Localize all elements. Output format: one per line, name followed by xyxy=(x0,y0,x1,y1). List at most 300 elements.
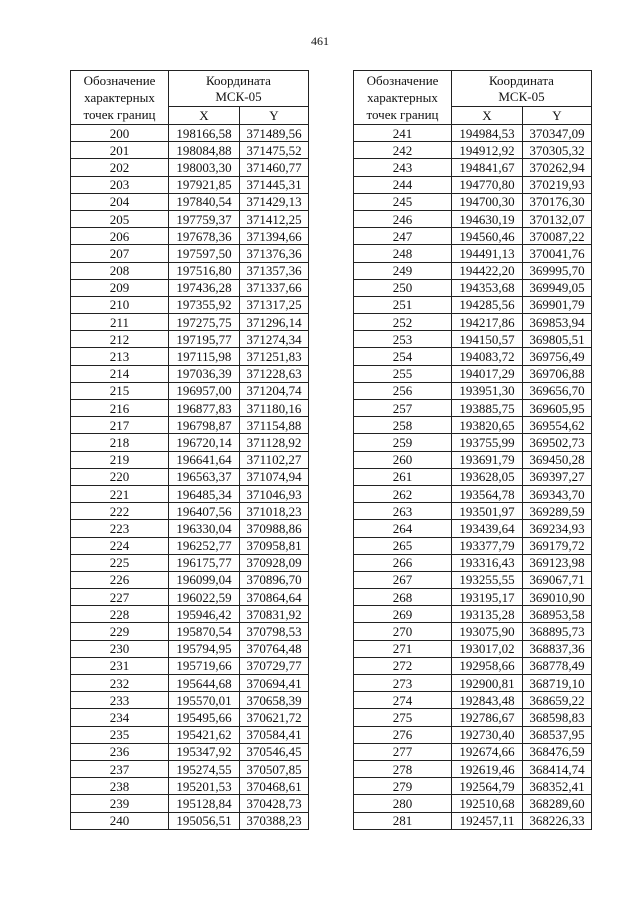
y-coordinate-cell: 370176,30 xyxy=(523,193,592,210)
y-coordinate-cell: 371128,92 xyxy=(240,434,309,451)
right-table-body xyxy=(354,125,592,830)
x-coordinate-cell: 196099,04 xyxy=(169,571,240,588)
x-coordinate-cell: 196407,56 xyxy=(169,503,240,520)
table-row xyxy=(71,692,309,709)
y-coordinate-cell: 370958,81 xyxy=(240,537,309,554)
table-row xyxy=(71,176,309,193)
y-coordinate-cell: 371357,36 xyxy=(240,262,309,279)
point-number-cell: 267 xyxy=(354,571,452,588)
x-coordinate-cell: 195644,68 xyxy=(169,675,240,692)
table-row xyxy=(354,571,592,588)
x-coordinate-cell: 193316,43 xyxy=(452,554,523,571)
table-row xyxy=(354,760,592,777)
y-coordinate-cell: 371317,25 xyxy=(240,296,309,313)
y-coordinate-cell: 368953,58 xyxy=(523,606,592,623)
y-coordinate-cell: 369010,90 xyxy=(523,589,592,606)
y-coordinate-cell: 369067,71 xyxy=(523,571,592,588)
y-coordinate-cell: 369450,28 xyxy=(523,451,592,468)
table-row xyxy=(71,537,309,554)
table-row xyxy=(71,675,309,692)
y-coordinate-cell: 370584,41 xyxy=(240,726,309,743)
x-coordinate-cell: 196563,37 xyxy=(169,468,240,485)
y-coordinate-cell: 371489,56 xyxy=(240,125,309,142)
table-row xyxy=(71,210,309,227)
point-number-cell: 272 xyxy=(354,657,452,674)
table-row xyxy=(354,382,592,399)
y-coordinate-cell: 371154,88 xyxy=(240,417,309,434)
x-coordinate-cell: 194491,13 xyxy=(452,245,523,262)
x-coordinate-cell: 197036,39 xyxy=(169,365,240,382)
y-coordinate-cell: 371018,23 xyxy=(240,503,309,520)
y-coordinate-cell: 368837,36 xyxy=(523,640,592,657)
x-coordinate-cell: 194353,68 xyxy=(452,279,523,296)
point-name-header xyxy=(354,71,452,125)
table-row xyxy=(71,743,309,760)
table-row xyxy=(71,193,309,210)
y-coordinate-cell: 371475,52 xyxy=(240,142,309,159)
x-coordinate-cell: 193501,97 xyxy=(452,503,523,520)
y-coordinate-cell: 369756,49 xyxy=(523,348,592,365)
x-coordinate-cell: 195870,54 xyxy=(169,623,240,640)
y-coordinate-cell: 370621,72 xyxy=(240,709,309,726)
point-number-cell: 234 xyxy=(71,709,169,726)
table-row xyxy=(71,382,309,399)
table-row xyxy=(71,348,309,365)
y-coordinate-cell: 369805,51 xyxy=(523,331,592,348)
coordinate-header xyxy=(452,71,592,107)
x-coordinate-cell: 194560,46 xyxy=(452,228,523,245)
point-number-cell: 279 xyxy=(354,778,452,795)
point-number-cell: 236 xyxy=(71,743,169,760)
point-number-cell: 215 xyxy=(71,382,169,399)
coordinate-header-line2: МСК-05 xyxy=(215,88,262,104)
y-coordinate-cell: 370305,32 xyxy=(523,142,592,159)
point-number-cell: 261 xyxy=(354,468,452,485)
point-number-cell: 271 xyxy=(354,640,452,657)
x-coordinate-cell: 197921,85 xyxy=(169,176,240,193)
table-row xyxy=(354,726,592,743)
y-coordinate-cell: 370764,48 xyxy=(240,640,309,657)
table-row xyxy=(354,314,592,331)
table-row xyxy=(71,778,309,795)
y-coordinate-cell: 369554,62 xyxy=(523,417,592,434)
x-coordinate-cell: 196330,04 xyxy=(169,520,240,537)
y-coordinate-cell: 370928,09 xyxy=(240,554,309,571)
table-row xyxy=(71,279,309,296)
x-header: X xyxy=(452,107,523,125)
x-coordinate-cell: 196175,77 xyxy=(169,554,240,571)
table-row xyxy=(354,743,592,760)
point-number-cell: 212 xyxy=(71,331,169,348)
x-coordinate-cell: 195570,01 xyxy=(169,692,240,709)
x-coordinate-cell: 197436,28 xyxy=(169,279,240,296)
y-coordinate-cell: 368476,59 xyxy=(523,743,592,760)
point-number-cell: 237 xyxy=(71,760,169,777)
x-coordinate-cell: 192619,46 xyxy=(452,760,523,777)
point-name-header-line3: точек границ xyxy=(366,107,439,122)
table-row xyxy=(354,176,592,193)
x-coordinate-cell: 194017,29 xyxy=(452,365,523,382)
point-number-cell: 201 xyxy=(71,142,169,159)
point-name-header-line2: характерных xyxy=(367,90,438,105)
y-coordinate-cell: 370658,39 xyxy=(240,692,309,709)
table-row xyxy=(71,795,309,812)
point-number-cell: 222 xyxy=(71,503,169,520)
point-number-cell: 240 xyxy=(71,812,169,829)
table-row xyxy=(354,210,592,227)
x-coordinate-cell: 193885,75 xyxy=(452,400,523,417)
table-row xyxy=(71,125,309,142)
x-coordinate-cell: 192786,67 xyxy=(452,709,523,726)
x-coordinate-cell: 192900,81 xyxy=(452,675,523,692)
x-coordinate-cell: 194630,19 xyxy=(452,210,523,227)
y-coordinate-cell: 370896,70 xyxy=(240,571,309,588)
y-coordinate-cell: 369995,70 xyxy=(523,262,592,279)
table-row xyxy=(71,571,309,588)
x-coordinate-cell: 195056,51 xyxy=(169,812,240,829)
point-number-cell: 253 xyxy=(354,331,452,348)
point-number-cell: 281 xyxy=(354,812,452,829)
x-coordinate-cell: 195274,55 xyxy=(169,760,240,777)
x-coordinate-cell: 195201,53 xyxy=(169,778,240,795)
y-coordinate-cell: 369343,70 xyxy=(523,485,592,502)
y-coordinate-cell: 371204,74 xyxy=(240,382,309,399)
y-coordinate-cell: 368352,41 xyxy=(523,778,592,795)
point-number-cell: 205 xyxy=(71,210,169,227)
y-coordinate-cell: 370864,64 xyxy=(240,589,309,606)
point-name-header xyxy=(71,71,169,125)
point-number-cell: 254 xyxy=(354,348,452,365)
coordinate-header xyxy=(169,71,309,107)
y-coordinate-cell: 371376,36 xyxy=(240,245,309,262)
x-coordinate-cell: 193195,17 xyxy=(452,589,523,606)
y-coordinate-cell: 369289,59 xyxy=(523,503,592,520)
point-number-cell: 266 xyxy=(354,554,452,571)
coordinate-header-line1: Координата xyxy=(206,72,271,88)
y-coordinate-cell: 371074,94 xyxy=(240,468,309,485)
x-coordinate-cell: 193135,28 xyxy=(452,606,523,623)
y-coordinate-cell: 371102,27 xyxy=(240,451,309,468)
x-coordinate-cell: 193075,90 xyxy=(452,623,523,640)
y-coordinate-cell: 371412,25 xyxy=(240,210,309,227)
table-row xyxy=(354,451,592,468)
x-header: X xyxy=(169,107,240,125)
y-coordinate-cell: 370468,61 xyxy=(240,778,309,795)
point-number-cell: 211 xyxy=(71,314,169,331)
x-coordinate-cell: 197678,36 xyxy=(169,228,240,245)
point-number-cell: 229 xyxy=(71,623,169,640)
y-coordinate-cell: 368598,83 xyxy=(523,709,592,726)
x-coordinate-cell: 193628,05 xyxy=(452,468,523,485)
y-coordinate-cell: 370798,53 xyxy=(240,623,309,640)
x-coordinate-cell: 192958,66 xyxy=(452,657,523,674)
point-number-cell: 245 xyxy=(354,193,452,210)
point-number-cell: 208 xyxy=(71,262,169,279)
x-coordinate-cell: 196720,14 xyxy=(169,434,240,451)
y-coordinate-cell: 371274,34 xyxy=(240,331,309,348)
y-coordinate-cell: 369502,73 xyxy=(523,434,592,451)
table-row xyxy=(354,434,592,451)
y-coordinate-cell: 370262,94 xyxy=(523,159,592,176)
y-coordinate-cell: 370347,09 xyxy=(523,125,592,142)
table-row xyxy=(71,520,309,537)
x-coordinate-cell: 195347,92 xyxy=(169,743,240,760)
y-coordinate-cell: 371046,93 xyxy=(240,485,309,502)
y-coordinate-cell: 371337,66 xyxy=(240,279,309,296)
x-coordinate-cell: 198003,30 xyxy=(169,159,240,176)
y-coordinate-cell: 371228,63 xyxy=(240,365,309,382)
x-coordinate-cell: 196877,83 xyxy=(169,400,240,417)
y-coordinate-cell: 371251,83 xyxy=(240,348,309,365)
y-coordinate-cell: 370428,73 xyxy=(240,795,309,812)
point-number-cell: 264 xyxy=(354,520,452,537)
x-coordinate-cell: 192510,68 xyxy=(452,795,523,812)
y-coordinate-cell: 368895,73 xyxy=(523,623,592,640)
point-number-cell: 273 xyxy=(354,675,452,692)
point-name-header-line1: Обозначение xyxy=(366,73,439,88)
x-coordinate-cell: 195946,42 xyxy=(169,606,240,623)
x-coordinate-cell: 193564,78 xyxy=(452,485,523,502)
y-coordinate-cell: 369949,05 xyxy=(523,279,592,296)
x-coordinate-cell: 194700,30 xyxy=(452,193,523,210)
y-coordinate-cell: 368537,95 xyxy=(523,726,592,743)
point-number-cell: 259 xyxy=(354,434,452,451)
table-row xyxy=(354,589,592,606)
table-row xyxy=(354,125,592,142)
y-coordinate-cell: 370507,85 xyxy=(240,760,309,777)
x-coordinate-cell: 192843,48 xyxy=(452,692,523,709)
table-row xyxy=(71,400,309,417)
x-coordinate-cell: 197355,92 xyxy=(169,296,240,313)
point-number-cell: 276 xyxy=(354,726,452,743)
y-coordinate-cell: 370694,41 xyxy=(240,675,309,692)
y-coordinate-cell: 369397,27 xyxy=(523,468,592,485)
y-header: Y xyxy=(523,107,592,125)
y-coordinate-cell: 368289,60 xyxy=(523,795,592,812)
point-name-header-line2: характерных xyxy=(84,90,155,105)
y-coordinate-cell: 369123,98 xyxy=(523,554,592,571)
point-number-cell: 221 xyxy=(71,485,169,502)
y-coordinate-cell: 369853,94 xyxy=(523,314,592,331)
table-row xyxy=(71,296,309,313)
point-number-cell: 275 xyxy=(354,709,452,726)
y-coordinate-cell: 369179,72 xyxy=(523,537,592,554)
x-coordinate-cell: 194841,67 xyxy=(452,159,523,176)
x-coordinate-cell: 196252,77 xyxy=(169,537,240,554)
table-row xyxy=(71,434,309,451)
point-number-cell: 224 xyxy=(71,537,169,554)
y-coordinate-cell: 370988,86 xyxy=(240,520,309,537)
table-row xyxy=(71,228,309,245)
x-coordinate-cell: 194150,57 xyxy=(452,331,523,348)
x-coordinate-cell: 192564,79 xyxy=(452,778,523,795)
table-row xyxy=(71,726,309,743)
point-number-cell: 231 xyxy=(71,657,169,674)
table-row xyxy=(354,417,592,434)
coordinate-header-line2: МСК-05 xyxy=(498,88,545,104)
y-coordinate-cell: 371394,66 xyxy=(240,228,309,245)
point-number-cell: 235 xyxy=(71,726,169,743)
y-coordinate-cell: 371296,14 xyxy=(240,314,309,331)
point-number-cell: 216 xyxy=(71,400,169,417)
x-coordinate-cell: 193691,79 xyxy=(452,451,523,468)
y-coordinate-cell: 370388,23 xyxy=(240,812,309,829)
y-coordinate-cell: 368659,22 xyxy=(523,692,592,709)
point-number-cell: 247 xyxy=(354,228,452,245)
point-number-cell: 225 xyxy=(71,554,169,571)
table-row xyxy=(354,193,592,210)
table-row xyxy=(71,159,309,176)
table-row xyxy=(71,331,309,348)
table-row xyxy=(354,812,592,829)
table-row xyxy=(354,778,592,795)
point-number-cell: 239 xyxy=(71,795,169,812)
point-number-cell: 223 xyxy=(71,520,169,537)
point-number-cell: 218 xyxy=(71,434,169,451)
table-row xyxy=(71,812,309,829)
table-row xyxy=(71,760,309,777)
coordinates-table-left xyxy=(70,70,309,830)
x-coordinate-cell: 193439,64 xyxy=(452,520,523,537)
x-coordinate-cell: 197759,37 xyxy=(169,210,240,227)
point-number-cell: 252 xyxy=(354,314,452,331)
table-row xyxy=(354,520,592,537)
y-coordinate-cell: 369901,79 xyxy=(523,296,592,313)
point-number-cell: 251 xyxy=(354,296,452,313)
point-number-cell: 232 xyxy=(71,675,169,692)
y-coordinate-cell: 369656,70 xyxy=(523,382,592,399)
point-number-cell: 206 xyxy=(71,228,169,245)
x-coordinate-cell: 194285,56 xyxy=(452,296,523,313)
table-row xyxy=(354,262,592,279)
point-number-cell: 265 xyxy=(354,537,452,554)
y-coordinate-cell: 370729,77 xyxy=(240,657,309,674)
table-row xyxy=(354,606,592,623)
table-row xyxy=(71,554,309,571)
table-row xyxy=(354,640,592,657)
point-number-cell: 210 xyxy=(71,296,169,313)
x-coordinate-cell: 193755,99 xyxy=(452,434,523,451)
point-number-cell: 278 xyxy=(354,760,452,777)
point-number-cell: 260 xyxy=(354,451,452,468)
table-row xyxy=(71,623,309,640)
point-number-cell: 242 xyxy=(354,142,452,159)
table-row xyxy=(71,503,309,520)
table-row xyxy=(354,142,592,159)
point-number-cell: 238 xyxy=(71,778,169,795)
left-table-body xyxy=(71,125,309,830)
table-row xyxy=(354,709,592,726)
table-row xyxy=(71,709,309,726)
y-coordinate-cell: 370041,76 xyxy=(523,245,592,262)
table-row xyxy=(354,537,592,554)
x-coordinate-cell: 198084,88 xyxy=(169,142,240,159)
point-number-cell: 227 xyxy=(71,589,169,606)
y-header: Y xyxy=(240,107,309,125)
page-number: 461 xyxy=(311,34,329,48)
table-row xyxy=(354,692,592,709)
y-coordinate-cell: 368778,49 xyxy=(523,657,592,674)
y-coordinate-cell: 368414,74 xyxy=(523,760,592,777)
table-row xyxy=(354,554,592,571)
table-row xyxy=(354,279,592,296)
point-number-cell: 217 xyxy=(71,417,169,434)
table-row xyxy=(354,365,592,382)
point-number-cell: 258 xyxy=(354,417,452,434)
point-number-cell: 226 xyxy=(71,571,169,588)
point-number-cell: 250 xyxy=(354,279,452,296)
x-coordinate-cell: 194422,20 xyxy=(452,262,523,279)
x-coordinate-cell: 194770,80 xyxy=(452,176,523,193)
point-number-cell: 249 xyxy=(354,262,452,279)
point-number-cell: 241 xyxy=(354,125,452,142)
point-number-cell: 277 xyxy=(354,743,452,760)
point-number-cell: 203 xyxy=(71,176,169,193)
point-number-cell: 207 xyxy=(71,245,169,262)
point-name-header-line1: Обозначение xyxy=(83,73,156,88)
x-coordinate-cell: 196022,59 xyxy=(169,589,240,606)
table-row xyxy=(71,606,309,623)
x-coordinate-cell: 193255,55 xyxy=(452,571,523,588)
point-number-cell: 256 xyxy=(354,382,452,399)
y-coordinate-cell: 368226,33 xyxy=(523,812,592,829)
table-row xyxy=(71,485,309,502)
point-number-cell: 244 xyxy=(354,176,452,193)
point-number-cell: 268 xyxy=(354,589,452,606)
x-coordinate-cell: 193951,30 xyxy=(452,382,523,399)
table-row xyxy=(354,400,592,417)
y-coordinate-cell: 370219,93 xyxy=(523,176,592,193)
y-coordinate-cell: 371460,77 xyxy=(240,159,309,176)
point-number-cell: 209 xyxy=(71,279,169,296)
point-number-cell: 262 xyxy=(354,485,452,502)
x-coordinate-cell: 197597,50 xyxy=(169,245,240,262)
table-row xyxy=(354,623,592,640)
table-row xyxy=(71,245,309,262)
y-coordinate-cell: 370831,92 xyxy=(240,606,309,623)
x-coordinate-cell: 196957,00 xyxy=(169,382,240,399)
point-number-cell: 274 xyxy=(354,692,452,709)
point-number-cell: 255 xyxy=(354,365,452,382)
point-number-cell: 230 xyxy=(71,640,169,657)
x-coordinate-cell: 195421,62 xyxy=(169,726,240,743)
y-coordinate-cell: 368719,10 xyxy=(523,675,592,692)
table-row xyxy=(71,468,309,485)
x-coordinate-cell: 194912,92 xyxy=(452,142,523,159)
point-number-cell: 204 xyxy=(71,193,169,210)
y-coordinate-cell: 371445,31 xyxy=(240,176,309,193)
x-coordinate-cell: 197115,98 xyxy=(169,348,240,365)
table-row xyxy=(71,657,309,674)
point-number-cell: 257 xyxy=(354,400,452,417)
x-coordinate-cell: 193377,79 xyxy=(452,537,523,554)
point-number-cell: 243 xyxy=(354,159,452,176)
point-name-header-line3: точек границ xyxy=(83,107,156,122)
table-row xyxy=(354,348,592,365)
table-row xyxy=(71,262,309,279)
table-row xyxy=(354,331,592,348)
x-coordinate-cell: 198166,58 xyxy=(169,125,240,142)
table-row xyxy=(71,365,309,382)
table-row xyxy=(71,142,309,159)
point-number-cell: 263 xyxy=(354,503,452,520)
point-number-cell: 228 xyxy=(71,606,169,623)
x-coordinate-cell: 194217,86 xyxy=(452,314,523,331)
table-row xyxy=(354,296,592,313)
x-coordinate-cell: 192730,40 xyxy=(452,726,523,743)
point-number-cell: 219 xyxy=(71,451,169,468)
point-number-cell: 202 xyxy=(71,159,169,176)
